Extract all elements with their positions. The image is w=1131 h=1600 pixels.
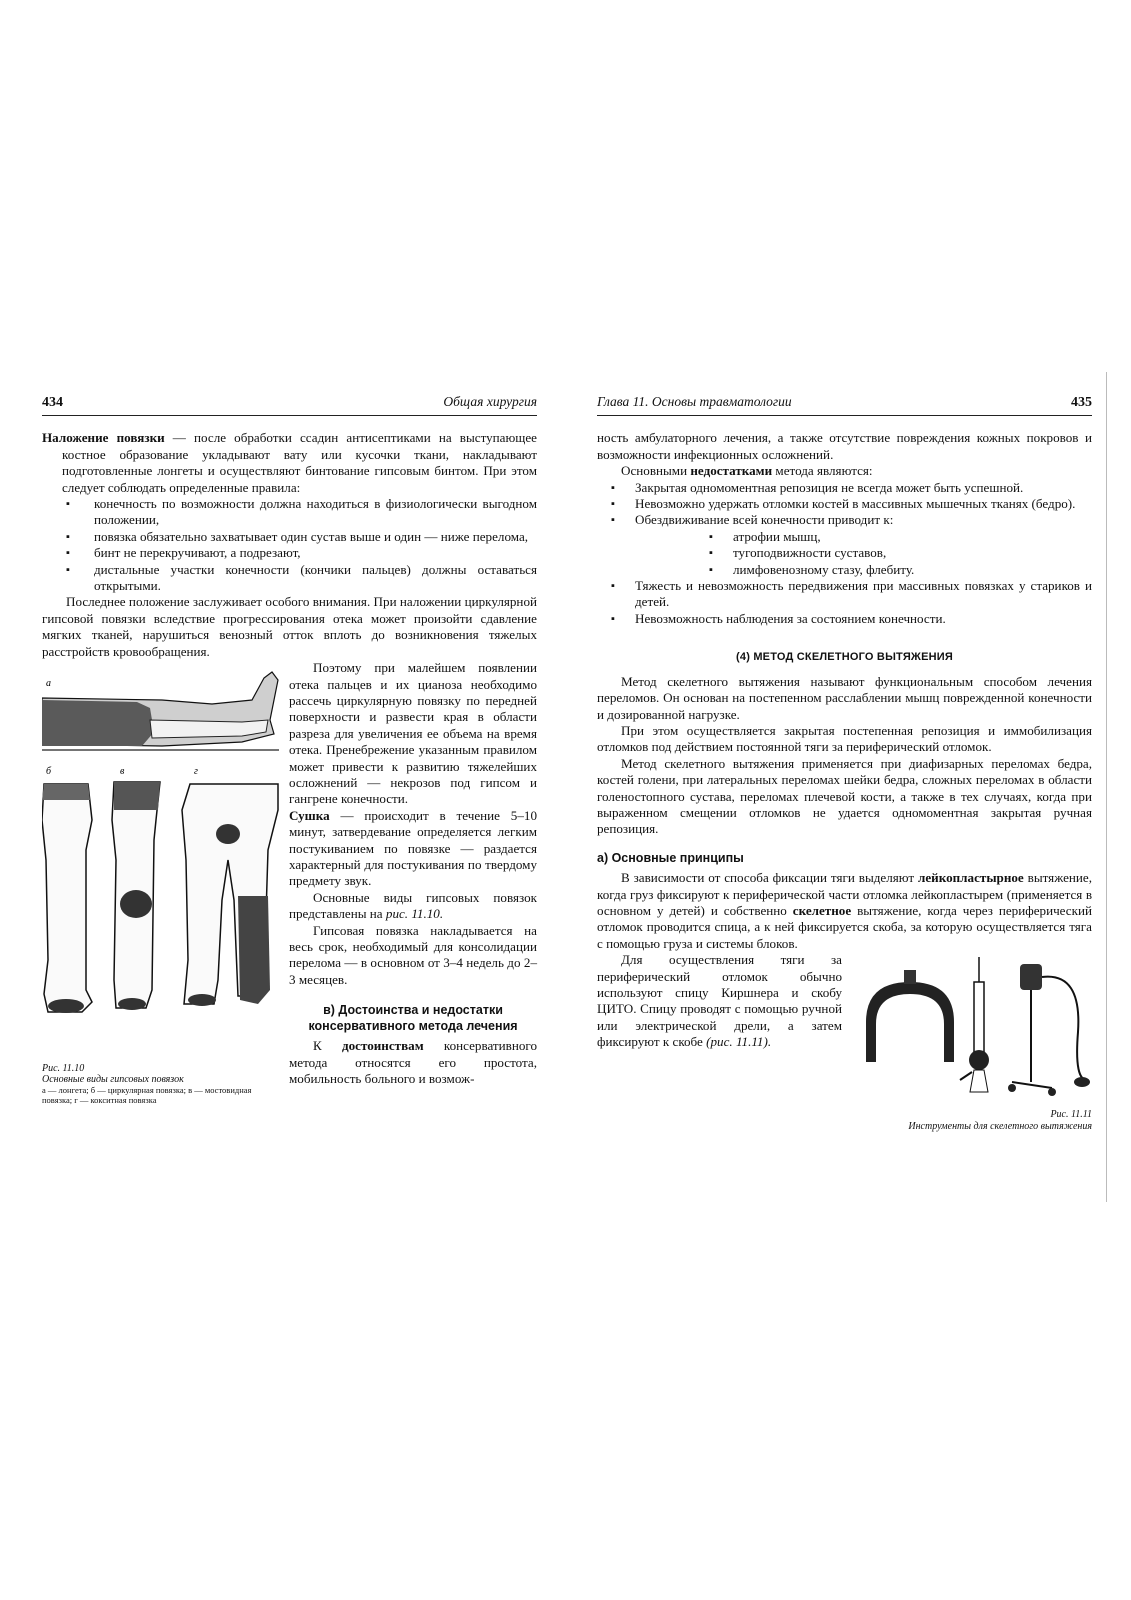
paragraph-last-rule: Последнее положение заслуживает особого внимания. При наложении циркулярной гипсовой повязки вследствие прогрессирования отека может произойти сдавление мягких тканей, нарушиться венозный отток вплоть до возникновения тяжелых расстройств кровообращения. <box>42 594 537 659</box>
rule-item: ▪ повязка обязательно захватывает один сустав выше и один — ниже перелома, <box>42 529 537 545</box>
fig-11-10-legend: а — лонгета; б — циркулярная повязка; в — мостовидная повязка; г — кокситная повязка <box>42 1084 252 1105</box>
principle-text-c: вытяжение, когда через периферический отломок проводится спица, а к ней фиксируется скоба, за которую осуществляется тяга с помощью груза и системы блоков. <box>597 902 1092 951</box>
figure-11-10-caption <box>42 1063 279 1105</box>
figure-11-11-block <box>597 952 1092 1132</box>
fig-11-11-number: Рис. 11.11 <box>1050 1108 1092 1120</box>
paragraph-disadvantages <box>597 463 1092 479</box>
sub-item: ▪ лимфовенозному стазу, флебиту. <box>695 562 1092 578</box>
drying-term: Сушка <box>289 807 330 823</box>
disadvantages-list <box>597 480 1092 628</box>
paragraph-advantages <box>289 1038 537 1087</box>
adv-term: достоинствам <box>341 1038 424 1054</box>
drying-text: — происходит в течение 5–10 минут, затвердевание определяется легким постукиванием по повязке — раздается характерный для постукивания по твердому предмету звук. <box>289 807 537 889</box>
disadv-item: ▪ Невозможно удержать отломки костей в массивных мышечных тканях (бедро). <box>597 496 1092 512</box>
left-running-head <box>42 394 537 416</box>
right-running-head <box>597 394 1092 416</box>
paragraph-method: Метод скелетного вытяжения называют функциональным способом лечения переломов. Он основан на постепенном расслаблении мышц поврежденной конечности и дозированной нагрузке. <box>597 673 1092 722</box>
disadv-lead: Основными <box>621 463 691 479</box>
fig-label-v: в <box>120 766 125 778</box>
paragraph-traction <box>597 952 842 1050</box>
figure-11-11 <box>852 952 1092 1132</box>
left-page-number: 434 <box>42 395 63 410</box>
figure-11-10-block <box>42 660 537 1104</box>
sub-item: ▪ атрофии мышц, <box>695 529 1092 545</box>
disadv-term: недостатками <box>690 463 773 479</box>
heading-principles: а) Основные принципы <box>597 850 744 865</box>
figure-11-11-caption <box>852 1109 1092 1133</box>
fig-11-11-title: Инструменты для скелетного вытяжения <box>908 1120 1092 1132</box>
traction-ref: (рис. 11.11). <box>706 1034 772 1050</box>
consequences-sublist <box>635 529 1092 578</box>
paragraph-principle-top <box>597 870 1092 952</box>
paragraph-continuation: ность амбулаторного лечения, а также отсутствие повреждения кожных покровов и возможности инфекционных осложнений. <box>597 430 1092 462</box>
types-ref: рис. 11.10. <box>385 906 444 922</box>
left-running-title: Общая хирургия <box>443 394 537 409</box>
traction-text: Для осуществления тяги за периферический отломок обычно используют спицу Киршнера и скобу ЦИТО. Спицу проводят с помощью ручной или электрической дрели, а затем фиксируют к скобе <box>597 952 842 1050</box>
right-page-number: 435 <box>1071 395 1092 410</box>
paragraph-closed: При этом осуществляется закрытая постепенная репозиция и иммобилизация отломков под действием постоянной тяги за периферический отломок. <box>597 722 1092 755</box>
paragraph-apply: Гипсовая повязка накладывается на весь срок, необходимый для консолидации перелома — в основном от 3–4 недель до 2–3 месяцев. <box>289 922 537 987</box>
sub-item: ▪ тугоподвижности суставов, <box>695 545 1092 561</box>
rule-item: ▪ дистальные участки конечности (кончики пальцев) должны оставаться открытыми. <box>42 562 537 595</box>
adv-lead: К <box>313 1038 342 1054</box>
disadv-item-text: Обездвиживание всей конечности приводит к: <box>635 512 894 528</box>
principle-term-1: лейкопластырное <box>918 870 1024 886</box>
right-side-column <box>597 952 842 1132</box>
cast-illustration <box>42 660 279 1050</box>
rules-list <box>42 496 537 594</box>
figure-11-10 <box>42 660 279 1104</box>
disadv-item: ▪ Закрытая одномоментная репозиция не всегда может быть успешной. <box>597 480 1092 496</box>
disadv-item <box>597 512 1092 578</box>
rule-item: ▪ бинт не перекручивают, а подрезают, <box>42 545 537 561</box>
intro-text: — после обработки ссадин антисептиками на выступающее костное образование укладывают вату или кусочки ткани, накладывают подготовленные лонгеты и осуществляют бинтование гипсовым бинтом. При этом следует соблюдать определенные правила: <box>62 430 537 495</box>
page-edge-line <box>1106 372 1107 1202</box>
fig-label-b: б <box>46 766 52 778</box>
right-page <box>597 394 1092 1133</box>
principle-text-a: В зависимости от способа фиксации тяги выделяют <box>621 870 919 886</box>
rule-item: ▪ конечность по возможности должна находиться в физиологически выгодном положении, <box>42 496 537 529</box>
paragraph-applied: Метод скелетного вытяжения применяется при диафизарных переломах бедра, костей голени, при латеральных переломах шейки бедра, сложных переломах в области голеностопного сустава, переломах плечевой кости, а также в тех случаях, когда при выраженном смещении отломков не удается одномоментная закрытая ручная репозиция. <box>597 755 1092 837</box>
adv-text: консервативного метода относятся его простота, мобильность больного и возмож- <box>289 1038 537 1087</box>
traction-instruments-illustration <box>852 952 1092 1102</box>
disadv-text: метода являются: <box>772 463 873 479</box>
left-page <box>42 394 537 1105</box>
intro-term: Наложение повязки <box>42 430 165 446</box>
fig-label-g: г <box>194 766 198 778</box>
paragraph-types <box>289 890 537 923</box>
heading-v: в) Достоинства и недостатки консервативного метода лечения <box>308 1003 518 1034</box>
fig-11-10-title: Основные виды гипсовых повязок <box>42 1073 184 1085</box>
intro-paragraph <box>42 430 537 496</box>
principle-term-2: скелетное <box>792 902 852 918</box>
fig-11-10-number: Рис. 11.10 <box>42 1062 85 1074</box>
paragraph-therefore: Поэтому при малейшем появлении отека пальцев и их цианоза необходимо рассечь циркулярную повязку по передней поверхности и развести края в области разреза для увеличения ее объема на время отека. Пренебрежение указанным правилом может привести к развитию тяжелейших осложнений — некрозов под гипсом и гангрене конечности. <box>289 660 537 807</box>
disadv-item: ▪ Тяжесть и невозможность передвижения при массивных повязках у стариков и детей. <box>597 578 1092 611</box>
types-text: Основные виды гипсовых повязок представлены на <box>289 889 537 922</box>
paragraph-drying <box>289 808 537 890</box>
left-side-column <box>289 660 537 1104</box>
heading-skeletal-traction: (4) МЕТОД СКЕЛЕТНОГО ВЫТЯЖЕНИЯ <box>736 651 953 664</box>
right-running-title: Глава 11. Основы травматологии <box>597 394 792 409</box>
fig-label-a: а <box>46 678 51 690</box>
disadv-item: ▪ Невозможность наблюдения за состоянием конечности. <box>597 611 1092 627</box>
principle-text-b: вытяжение, когда груз фиксируют к периферической части отломка лейкопластырем (применяется в основном у детей) и собственно <box>597 870 1092 918</box>
